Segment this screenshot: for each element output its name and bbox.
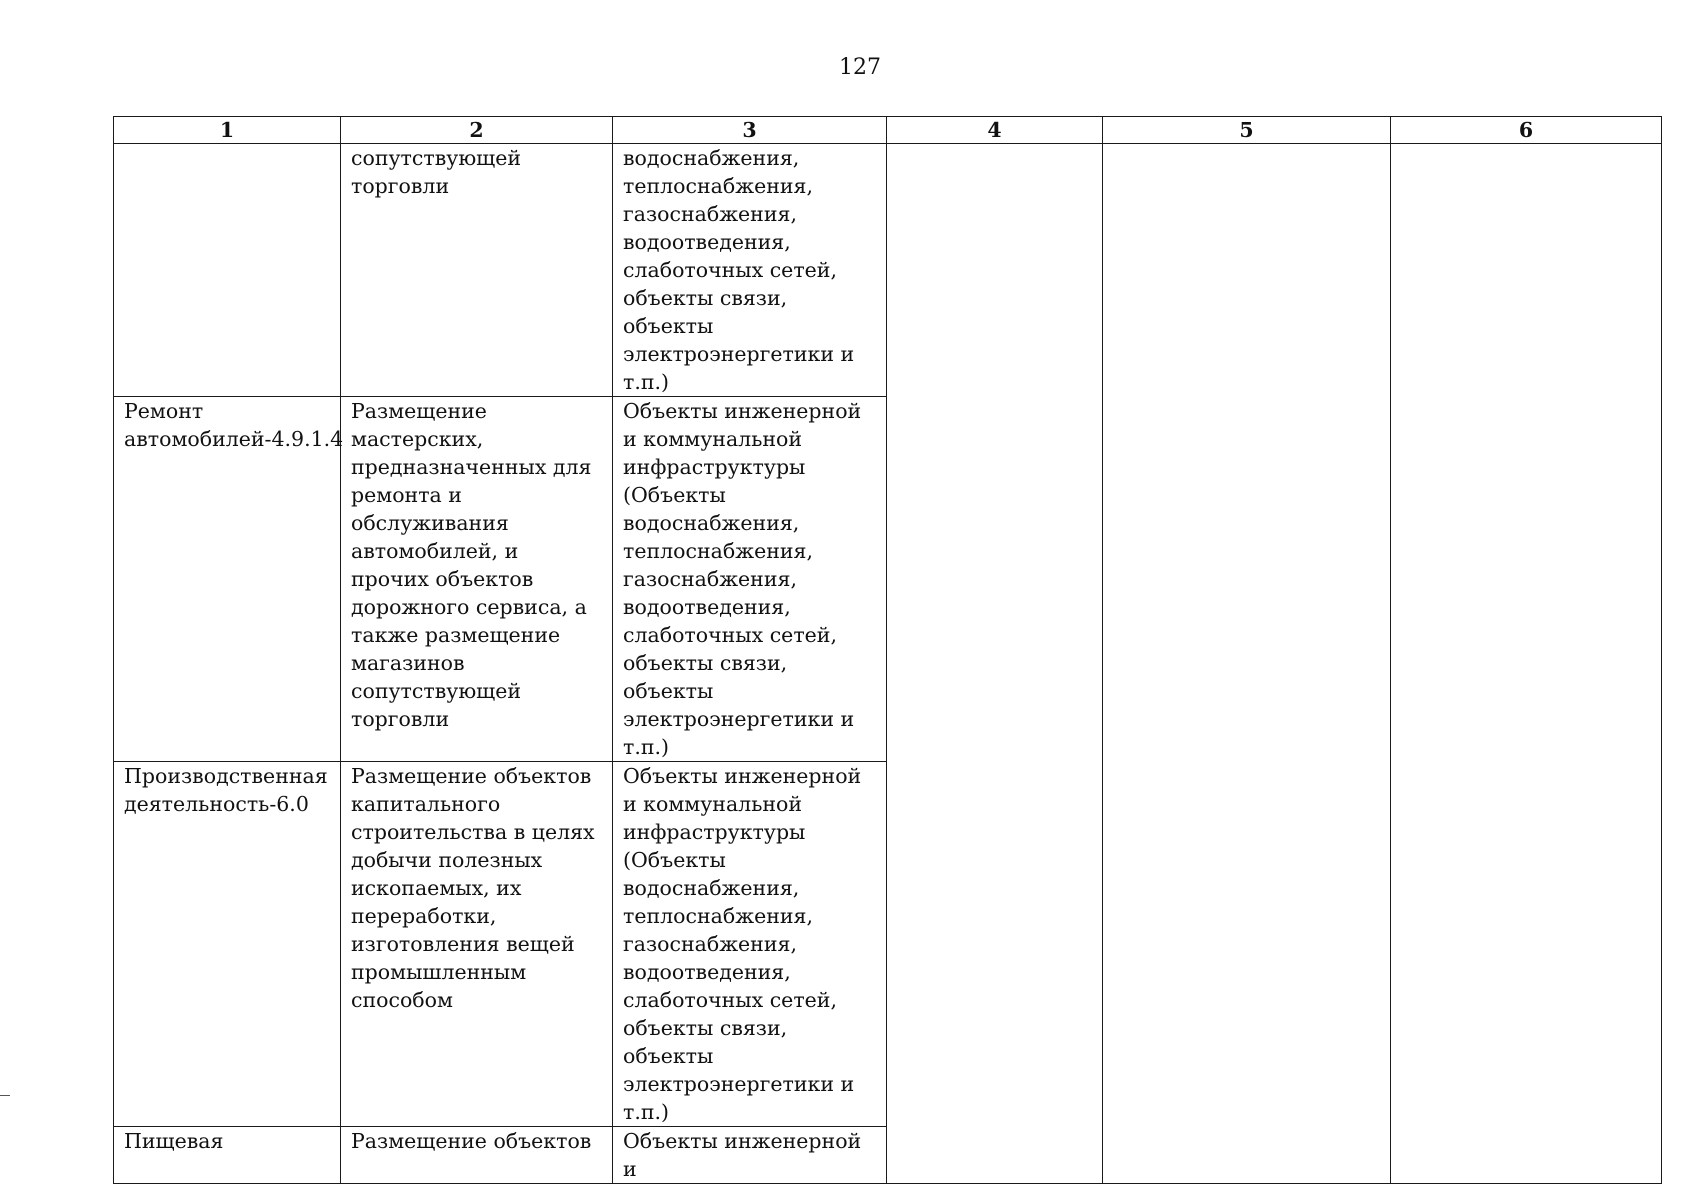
cell-description: сопутствующей торговли: [341, 144, 613, 397]
header-col-1: 1: [114, 117, 341, 144]
land-use-table: [113, 116, 1662, 1184]
header-row: [114, 117, 1662, 144]
cell-auxiliary-objects: водоснабжения, теплоснабжения, газоснабжения, водоотведения, слаботочных сетей, объекты связи, объекты электроэнергетики и т.п.): [613, 144, 887, 397]
cell-description: Размещение объектов: [341, 1127, 613, 1184]
header-col-4: 4: [887, 117, 1103, 144]
cell-description: Размещение объектов капитального строительства в целях добычи полезных ископаемых, их переработки, изготовления вещей промышленным способом: [341, 762, 613, 1127]
header-col-2: 2: [341, 117, 613, 144]
cell-col-4-empty: [887, 144, 1103, 1184]
cell-use-type: Производственная деятельность-6.0: [114, 762, 341, 1127]
cell-description: Размещение мастерских, предназначенных для ремонта и обслуживания автомобилей, и прочих объектов дорожного сервиса, а также размещение магазинов сопутствующей торговли: [341, 397, 613, 762]
scan-mark: [0, 1095, 10, 1096]
cell-col-5-empty: [1103, 144, 1391, 1184]
header-col-3: 3: [613, 117, 887, 144]
cell-auxiliary-objects: Объекты инженерной и: [613, 1127, 887, 1184]
cell-auxiliary-objects: Объекты инженерной и коммунальной инфраструктуры (Объекты водоснабжения, теплоснабжения, газоснабжения, водоотведения, слаботочных сетей, объекты связи, объекты электроэнергетики и т.п.): [613, 762, 887, 1127]
header-col-5: 5: [1103, 117, 1391, 144]
cell-use-type: Пищевая: [114, 1127, 341, 1184]
cell-use-type: [114, 144, 341, 397]
cell-auxiliary-objects: Объекты инженерной и коммунальной инфраструктуры (Объекты водоснабжения, теплоснабжения, газоснабжения, водоотведения, слаботочных сетей, объекты связи, объекты электроэнергетики и т.п.): [613, 397, 887, 762]
page-number: 127: [839, 55, 881, 80]
cell-use-type: Ремонт автомобилей-4.9.1.4: [114, 397, 341, 762]
cell-col-6-empty: [1391, 144, 1662, 1184]
header-col-6: 6: [1391, 117, 1662, 144]
table-row: [114, 144, 1662, 397]
